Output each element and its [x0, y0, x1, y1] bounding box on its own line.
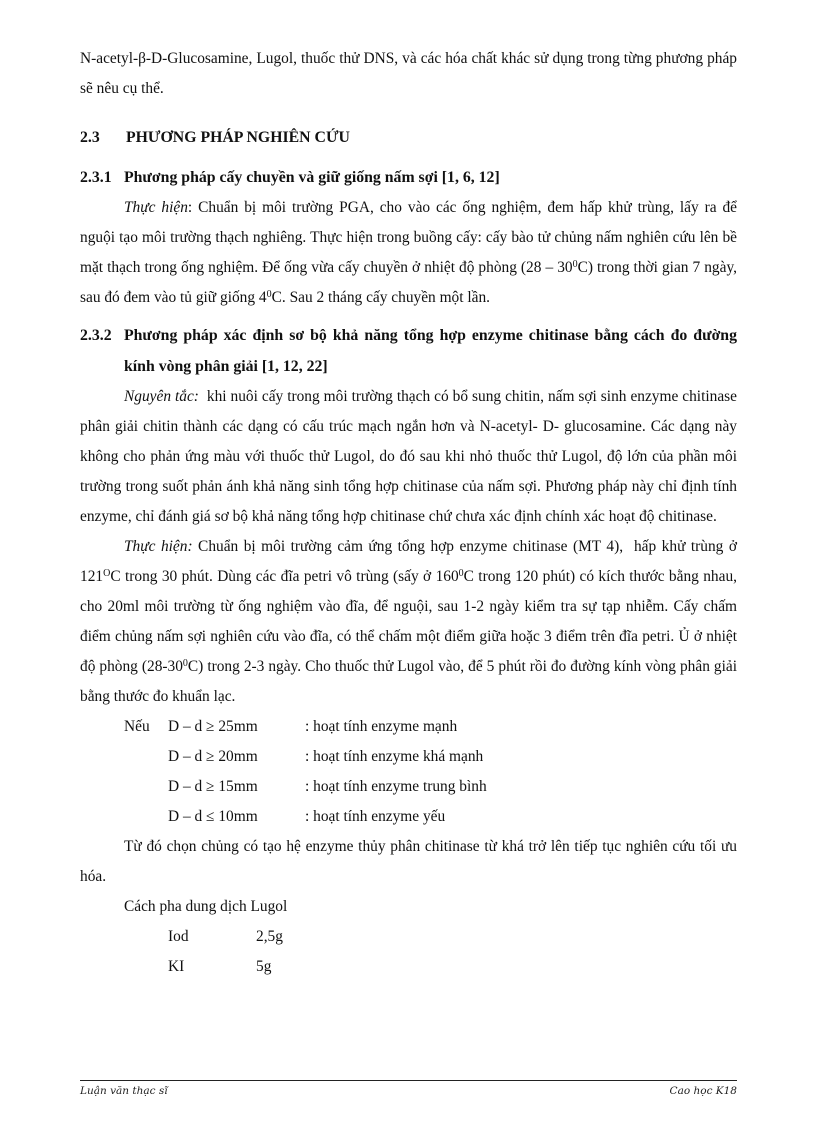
criteria-row	[80, 772, 737, 802]
section-title: PHƯƠNG PHÁP NGHIÊN CỨU	[126, 129, 350, 146]
text-run: C. Sau 2 tháng cấy chuyền một lần.	[271, 289, 491, 306]
section-number: 2.3	[80, 129, 100, 146]
superscript: 0	[572, 259, 578, 270]
footer-left: Luận văn thạc sĩ	[80, 1085, 168, 1097]
text-run: : Chuẩn bị môi trường PGA, cho vào các ống nghiệm, đem hấp khử trùng, lấy ra để nguội tạo môi trường thạch nghiêng. Thực hiện trong buồng cấy: cấy bào tử chủng nấm nghiên cứu lên bề mặt thạch trong ống nghiệm. Để ống vừa cấy chuyền ở nhiệt độ phòng (28 – 30	[80, 199, 737, 276]
criteria-result: : hoạt tính enzyme yếu	[305, 808, 446, 825]
page-footer	[80, 1085, 737, 1097]
criteria-result: : hoạt tính enzyme khá mạnh	[305, 748, 484, 765]
superscript: 0	[182, 658, 188, 669]
subsection-heading-2-3-1	[80, 162, 737, 193]
superscript: O	[103, 568, 111, 579]
document-body	[80, 44, 741, 982]
ingredient-row	[80, 922, 737, 952]
footer-divider	[80, 1080, 737, 1081]
footer-right: Cao học K18	[669, 1085, 737, 1097]
criteria-prefix: Nếu	[124, 718, 150, 735]
lugol-ingredients	[80, 922, 737, 982]
superscript: 0	[266, 289, 272, 300]
paragraph-lugol-title: Cách pha dung dịch Lugol	[124, 898, 288, 915]
criteria-result: : hoạt tính enzyme trung bình	[305, 778, 487, 795]
text-run: khi nuôi cấy trong môi trường thạch có bổ sung chitin, nấm sợi sinh enzyme chitinase phân giải chitin thành các dạng có cấu trúc mạch ngắn hơn và N-acetyl- D- glucosamine. Các dạng này không cho phản ứng màu với thuốc thử Lugol, do đó sau khi nhỏ thuốc thử Lugol, độ lớn của phần môi trường trong suốt phản ánh khả năng sinh tổng hợp chitinase của nấm sợi. Phương pháp này chỉ định tính enzyme, chỉ đánh giá sơ bộ khả năng tổng hợp chitinase chứ chưa xác định chính xác hoạt độ chitinase.	[80, 388, 741, 525]
paragraph-principle	[80, 382, 741, 532]
label-thuc-hien: Thực hiện	[124, 199, 188, 216]
criteria-prefix	[80, 772, 168, 802]
label-nguyen-tac: Nguyên tắc:	[124, 388, 199, 405]
criteria-condition: D – d ≤ 10mm	[168, 808, 258, 825]
paragraph-culture-procedure	[80, 193, 737, 313]
subsection-title: Phương pháp xác định sơ bộ khả năng tổng hợp enzyme chitinase bằng cách đo đường kính vòng phân giải [1, 12, 22]	[124, 327, 737, 375]
ingredient-name: KI	[168, 958, 185, 975]
paragraph-procedure-chitinase	[80, 532, 741, 712]
section-heading-2-3	[80, 123, 737, 153]
criteria-row	[80, 712, 737, 742]
criteria-result: : hoạt tính enzyme mạnh	[305, 718, 458, 735]
superscript: 0	[458, 568, 464, 579]
subsection-title: Phương pháp cấy chuyền và giữ giống nấm sợi [1, 6, 12]	[124, 169, 500, 186]
ingredient-row	[80, 952, 737, 982]
subsection-heading-2-3-2	[80, 320, 737, 382]
criteria-condition: D – d ≥ 15mm	[168, 778, 258, 795]
ingredient-amount: 2,5g	[256, 928, 283, 945]
criteria-prefix	[80, 742, 168, 772]
subsection-number: 2.3.2	[80, 327, 112, 344]
paragraph-selection: Từ đó chọn chủng có tạo hệ enzyme thủy phân chitinase từ khá trở lên tiếp tục nghiên cứu tối ưu hóa.	[80, 838, 737, 885]
text-run: C trong 30 phút. Dùng các đĩa petri vô trùng (sấy ở 160	[110, 568, 459, 585]
label-thuc-hien: Thực hiện:	[124, 538, 193, 555]
criteria-list	[80, 712, 737, 832]
text-run: Chuẩn bị môi trường cảm ứng tổng hợp enzyme chitinase (MT 4), hấp khử trùng ở 121	[80, 538, 741, 585]
criteria-condition: D – d ≥ 20mm	[168, 748, 258, 765]
ingredient-name: Iod	[168, 928, 189, 945]
criteria-row	[80, 742, 737, 772]
ingredient-amount: 5g	[256, 958, 272, 975]
criteria-prefix	[80, 802, 168, 832]
paragraph-intro-continuation: N-acetyl-β-D-Glucosamine, Lugol, thuốc thử DNS, và các hóa chất khác sử dụng trong từng phương pháp sẽ nêu cụ thể.	[80, 50, 737, 97]
criteria-condition: D – d ≥ 25mm	[168, 718, 258, 735]
text-run: C trong 120 phút) có kích thước bằng nhau, cho 20ml môi trường từ ống nghiệm vào đĩa, để nguội, sau 1-2 ngày kiểm tra sự tạp nhiễm. Cấy chấm điểm chủng nấm sợi nghiên cứu vào đĩa, có thể chấm một điểm giữa hoặc 3 điểm trên đĩa petri. Ủ ở nhiệt độ phòng (28-30	[80, 568, 737, 675]
criteria-row	[80, 802, 737, 832]
text-run: C) trong 2-3 ngày. Cho thuốc thử Lugol vào, để 5 phút rồi đo đường kính vòng phân giải bằng thước đo khuẩn lạc.	[80, 658, 737, 705]
text-run: C) trong thời gian 7 ngày, sau đó đem vào tủ giữ giống 4	[80, 259, 737, 306]
subsection-number: 2.3.1	[80, 169, 112, 186]
